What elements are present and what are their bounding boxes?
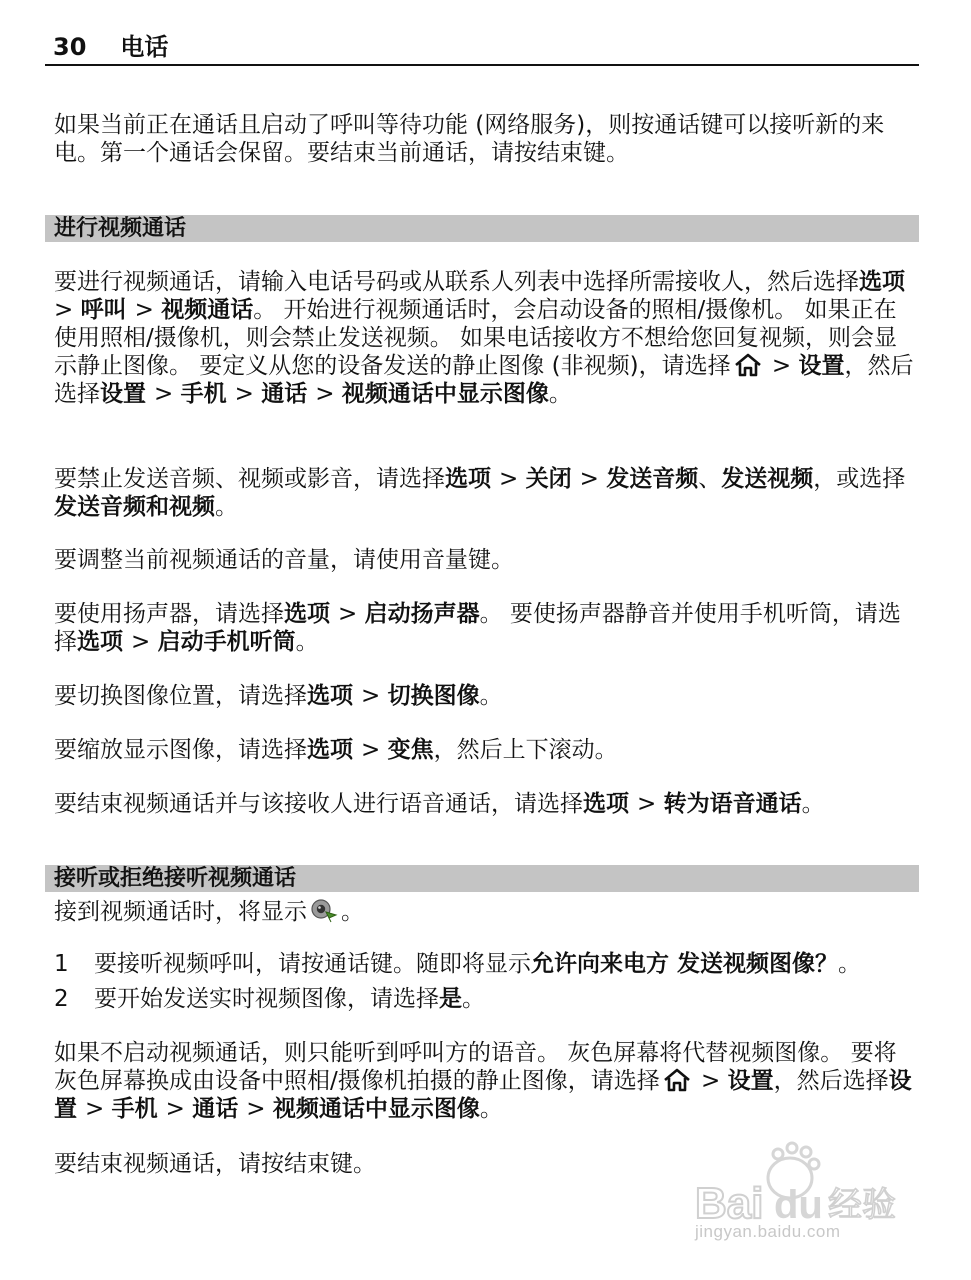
step-number: 2	[54, 986, 69, 1012]
step-text: 要开始发送实时视频图像，请选择是。	[94, 986, 485, 1012]
section-heading-answer-video-call: 接听或拒绝接听视频通话	[45, 865, 919, 892]
svg-text:经验: 经验	[828, 1185, 896, 1225]
step-number: 1	[54, 951, 69, 977]
intro-paragraph: 如果当前正在通话且启动了呼叫等待功能 (网络服务)，则按通话键可以接听新的来电。第一个通话会保留。要结束当前通话，请按结束键。	[54, 112, 885, 166]
page-number: 30	[53, 33, 87, 61]
end-video-call-paragraph: 要结束视频通话，请按结束键。	[54, 1151, 376, 1177]
page-section-title: 电话	[120, 33, 169, 61]
step-text: 要接听视频呼叫，请按通话键。随即将显示允许向来电方 发送视频图像？。	[94, 951, 862, 977]
home-icon	[733, 353, 763, 377]
svg-text:du: du	[774, 1183, 823, 1227]
video-call-paragraph: 要进行视频通话，请输入电话号码或从联系人列表中选择所需接收人，然后选择选项 > 呼叫 > 视频通话。 开始进行视频通话时，会启动设备的照相/摄像机。 如果正在使用照相/摄像机，则会禁止发送视频。 如果电话接收方不想给您回复视频，则会显示静止图像。 要定义从您的设备发送的静止图像 (非视频)，请选择 > 设置，然后选择设置 > 手机 > 通话 > 视频通话中显示图像。	[54, 269, 914, 407]
svg-text:Bai: Bai	[695, 1179, 764, 1228]
volume-paragraph: 要调整当前视频通话的音量，请使用音量键。	[54, 547, 514, 573]
loudspeaker-paragraph: 要使用扬声器，请选择选项 > 启动扬声器。 要使扬声器静音并使用手机听筒，请选择选项 > 启动手机听筒。	[54, 601, 901, 655]
section-heading-video-call: 进行视频通话	[45, 215, 919, 242]
page-header	[45, 30, 919, 66]
watermark-url: jingyan.baidu.com	[695, 1222, 841, 1241]
home-icon	[662, 1068, 692, 1092]
disable-sending-paragraph: 要禁止发送音频、视频或影音，请选择选项 > 关闭 > 发送音频、发送视频，或选择发送音频和视频。	[54, 466, 906, 520]
zoom-paragraph: 要缩放显示图像，请选择选项 > 变焦，然后上下滚动。	[54, 737, 618, 763]
switch-voice-paragraph: 要结束视频通话并与该接收人进行语音通话，请选择选项 > 转为语音通话。	[54, 791, 825, 817]
gray-screen-paragraph: 如果不启动视频通话，则只能听到呼叫方的语音。 灰色屏幕将代替视频图像。 要将灰色屏幕换成由设备中照相/摄像机拍摄的静止图像，请选择 > 设置，然后选择设置 > 手机 > 通话 > 视频通话中显示图像。	[54, 1040, 912, 1122]
incoming-video-paragraph: 接到视频通话时，将显示 。	[54, 899, 364, 925]
video-call-icon	[309, 897, 339, 923]
swap-image-paragraph: 要切换图像位置，请选择选项 > 切换图像。	[54, 683, 503, 709]
